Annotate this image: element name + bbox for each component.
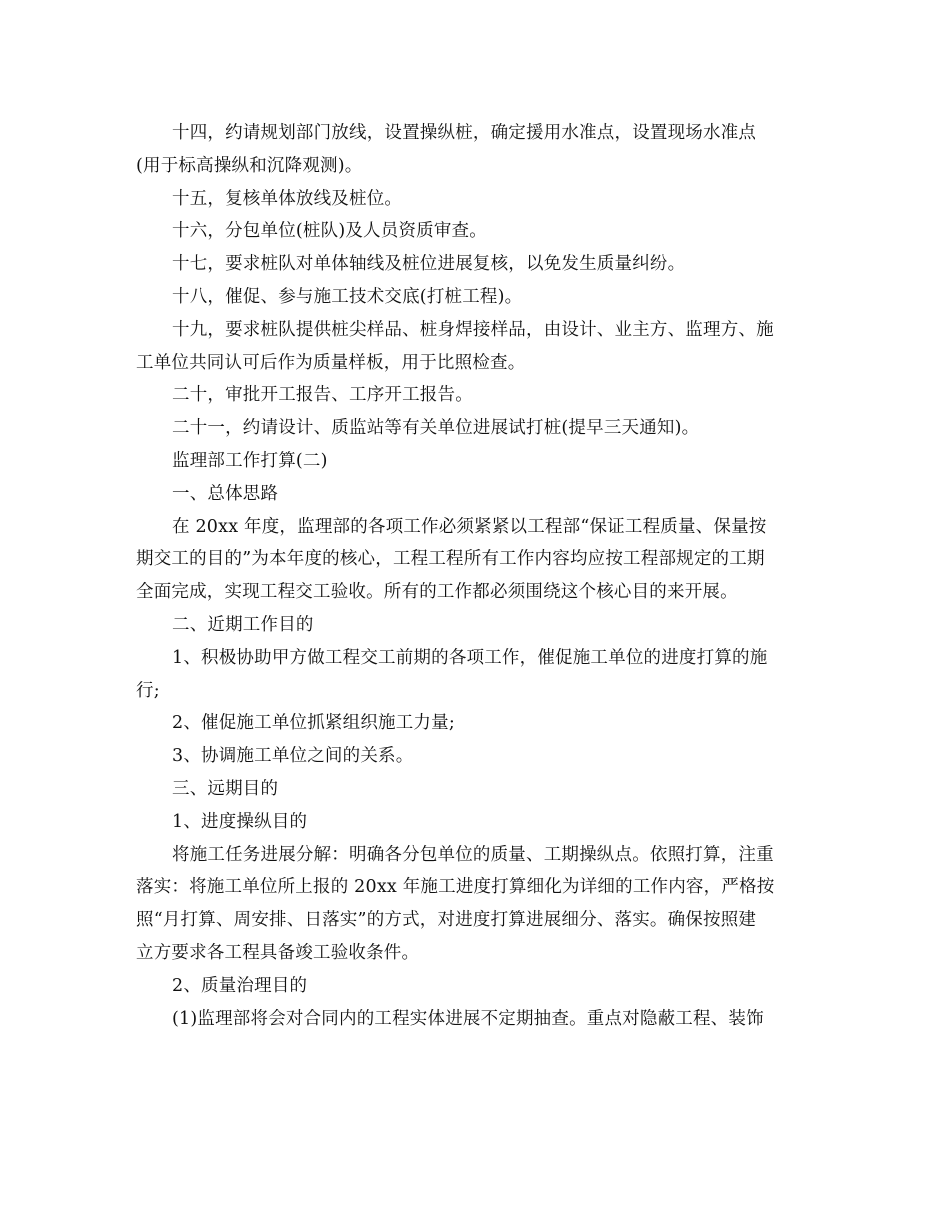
text-line: 行;: [136, 680, 160, 701]
text-line: 监理部工作打算(二): [172, 450, 328, 471]
text-line: 二、近期工作目的: [172, 614, 314, 635]
text-line: 在 20xx 年度，监理部的各项工作必须紧紧以工程部“保证工程质量、保量按: [172, 516, 767, 537]
text-line: 一、总体思路: [172, 483, 279, 504]
document-body: [136, 117, 816, 1035]
text-line: 工单位共同认可后作为质量样板，用于比照检查。: [136, 352, 526, 373]
text-line: 二十一，约请设计、质监站等有关单位进展试打桩(提早三天通知)。: [172, 418, 700, 439]
text-line: 三、远期目的: [172, 778, 279, 799]
text-line: 十四，约请规划部门放线，设置操纵桩，确定援用水准点，设置现场水准点: [172, 123, 757, 143]
text-line: 立方要求各工程具备竣工验收条件。: [136, 942, 420, 963]
text-line: 十八，催促、参与施工技术交底(打桩工程)。: [172, 286, 523, 307]
text-line: 1、进度操纵目的: [172, 811, 308, 832]
text-line: 期交工的目的”为本年度的核心，工程工程所有工作内容均应按工程部规定的工期: [136, 549, 765, 570]
text-line: 3、协调施工单位之间的关系。: [172, 746, 414, 767]
text-line: 落实：将施工单位所上报的 20xx 年施工进度打算细化为详细的工作内容，严格按: [136, 877, 775, 898]
text-line: 二十，审批开工报告、工序开工报告。: [172, 385, 473, 406]
text-line: (用于标高操纵和沉降观测)。: [136, 155, 363, 176]
text-line: (1)监理部将会对合同内的工程实体进展不定期抽查。重点对隐蔽工程、装饰: [172, 1008, 764, 1029]
text-line: 2、质量治理目的: [172, 975, 308, 996]
text-line: 全面完成，实现工程交工验收。所有的工作都必须围绕这个核心目的来开展。: [136, 582, 738, 603]
text-line: 照“月打算、周安排、日落实”的方式，对进度打算进展细分、落实。确保按照建: [136, 910, 757, 931]
text-line: 将施工任务进展分解：明确各分包单位的质量、工期操纵点。依照打算，注重: [172, 844, 774, 865]
text-line: 1、积极协助甲方做工程交工前期的各项工作，催促施工单位的进度打算的施: [172, 647, 768, 668]
text-line: 十九，要求桩队提供桩尖样品、桩身焊接样品，由设计、业主方、监理方、施: [172, 319, 774, 340]
text-line: 十五，复核单体放线及桩位。: [172, 188, 403, 209]
text-line: 十七，要求桩队对单体轴线及桩位进展复核，以免发生质量纠纷。: [172, 254, 686, 275]
text-line: 十六，分包单位(桩队)及人员资质审查。: [172, 221, 487, 242]
text-line: 2、催促施工单位抓紧组织施工力量;: [172, 713, 455, 734]
